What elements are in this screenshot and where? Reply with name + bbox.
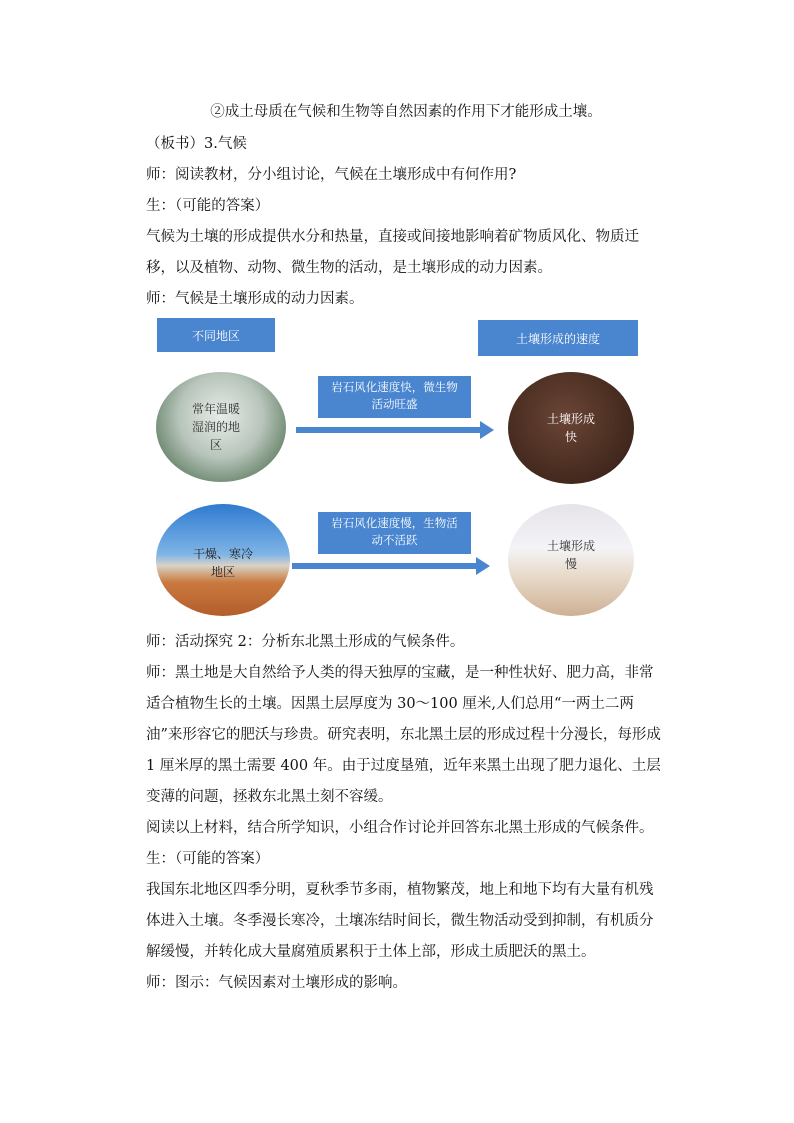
region-dry-cold-image	[156, 504, 290, 616]
header-speed: 土壤形成的速度	[478, 320, 638, 356]
region-dry-label-1: 干燥、寒冷	[192, 547, 253, 561]
soil-slow-image	[508, 504, 634, 616]
result-fast-label-2: 快	[564, 430, 577, 444]
region-warm-label-2: 湿润的地	[191, 420, 240, 434]
arrow-right-icon	[292, 556, 492, 576]
teacher-question: 师：阅读教材，分小组讨论，气候在土壤形成中有何作用?	[146, 167, 517, 183]
student-answer-label: 生：（可能的答案）	[146, 198, 270, 214]
board-note-climate	[146, 129, 666, 160]
result-fast-label-1: 土壤形成	[546, 412, 595, 426]
process-slow-box	[318, 512, 471, 554]
board-note-text: （板书）3.气候	[146, 136, 247, 152]
paragraph-soil-parent-material: ②成土母质在气候和生物等自然因素的作用下才能形成土壤。	[210, 104, 602, 120]
result-slow-label-2: 慢	[564, 557, 577, 571]
header-regions: 不同地区	[157, 318, 275, 352]
climate-answer-paragraph: 气候为土壤的形成提供水分和热量，直接或间接地影响着矿物质风化、物质迁移，以及植物、动物、微生物的活动，是土壤形成的动力因素。	[146, 229, 639, 276]
black-soil-paragraph: 师：黑土地是大自然给予人类的得天独厚的宝藏，是一种性状好、肥力高，非常适合植物生长的土壤。因黑土层厚度为 30～100 厘米,人们总用“一两土二两油”来形容它的肥沃与珍贵。研究表明，东北黑土层的形成过程十分漫长，每形成 1 厘米厚的黑土需要 400 年。由于过度垦殖，近年来黑土出现了肥力退化、土层变薄的问题，拯救东北黑土刻不容缓。	[146, 665, 661, 805]
process-fast-line-2: 活动旺盛	[371, 397, 418, 411]
activity-prompt: 师：活动探究 2：分析东北黑土形成的气候条件。	[146, 634, 465, 650]
region-warm-humid-image	[156, 372, 286, 482]
teacher-diagram-note: 师：图示：气候因素对土壤形成的影响。	[146, 975, 407, 991]
process-fast-box	[318, 376, 471, 418]
region-warm-label-3: 区	[209, 438, 222, 452]
student-answer-label-2: 生：（可能的答案）	[146, 851, 270, 867]
process-slow-line-1: 岩石风化速度慢，生物活	[331, 516, 458, 530]
soil-fast-image	[508, 372, 634, 484]
reading-instruction: 阅读以上材料，结合所学知识，小组合作讨论并回答东北黑土形成的气候条件。	[146, 820, 654, 836]
result-slow-label-1: 土壤形成	[546, 539, 595, 553]
process-slow-line-2: 动不活跃	[371, 533, 418, 547]
region-dry-label-2: 地区	[210, 565, 235, 579]
arrow-right-icon	[296, 420, 496, 440]
northeast-answer-paragraph: 我国东北地区四季分明，夏秋季节多雨，植物繁茂，地上和地下均有大量有机残体进入土壤。冬季漫长寒冷，土壤冻结时间长，微生物活动受到抑制，有机质分解缓慢，并转化成大量腐殖质累积于土体上部，形成土质肥沃的黑土。	[146, 882, 654, 960]
process-fast-line-1: 岩石风化速度快，微生物	[331, 380, 458, 394]
region-warm-label-1: 常年温暖	[191, 402, 240, 416]
teacher-summary: 师：气候是土壤形成的动力因素。	[146, 291, 364, 307]
